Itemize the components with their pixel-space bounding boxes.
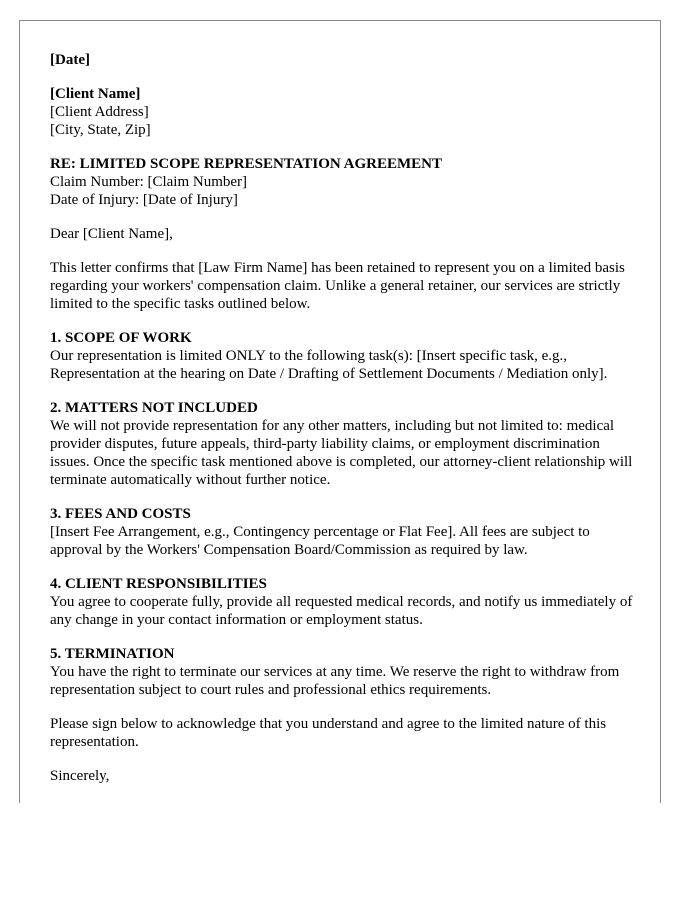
salutation: Dear [Client Name], — [50, 226, 173, 242]
salutation-block — [50, 225, 634, 243]
section-matters-not-included — [50, 399, 634, 489]
claim-number: Claim Number: [Claim Number] — [50, 174, 248, 190]
acknowledge-paragraph: Please sign below to acknowledge that you understand and agree to the limited nature of this representation. — [50, 716, 607, 750]
section-heading: 2. MATTERS NOT INCLUDED — [50, 400, 258, 416]
client-address-block — [50, 85, 634, 139]
letter-content — [50, 51, 634, 801]
client-name: [Client Name] — [50, 86, 141, 102]
section-heading: 4. CLIENT RESPONSIBILITIES — [50, 576, 267, 592]
intro-paragraph: This letter confirms that [Law Firm Name] has been retained to represent you on a limited basis regarding your workers' compensation claim. Unlike a general retainer, our services are strictly limited to the specific tasks outlined below. — [50, 260, 625, 312]
section-heading: 1. SCOPE OF WORK — [50, 330, 192, 346]
section-heading: 5. TERMINATION — [50, 646, 175, 662]
section-scope-of-work — [50, 329, 634, 383]
re-line: RE: LIMITED SCOPE REPRESENTATION AGREEMENT — [50, 156, 443, 172]
date-of-injury: Date of Injury: [Date of Injury] — [50, 192, 238, 208]
section-heading: 3. FEES AND COSTS — [50, 506, 191, 522]
reference-block — [50, 155, 634, 209]
section-body: We will not provide representation for any other matters, including but not limited to: medical provider disputes, future appeals, third-party liability claims, or employment discrimination issues. Once the specific task mentioned above is completed, our attorney-client relationship will terminate automatically without further notice. — [50, 418, 633, 488]
date-block — [50, 51, 634, 69]
section-client-responsibilities — [50, 575, 634, 629]
letter-date: [Date] — [50, 52, 90, 68]
section-body: You have the right to terminate our services at any time. We reserve the right to withdraw from representation subject to court rules and professional ethics requirements. — [50, 664, 620, 698]
section-fees-and-costs — [50, 505, 634, 559]
section-body: Our representation is limited ONLY to the following task(s): [Insert specific task, e.g., Representation at the hearing on Date / Drafting of Settlement Documents / Mediation only]. — [50, 348, 608, 382]
closing: Sincerely, — [50, 768, 110, 784]
client-address: [Client Address] — [50, 104, 149, 120]
section-body: You agree to cooperate fully, provide all requested medical records, and notify us immediately of any change in your contact information or employment status. — [50, 594, 633, 628]
client-city-state-zip: [City, State, Zip] — [50, 122, 151, 138]
letter-page — [19, 20, 661, 803]
closing-block — [50, 767, 634, 785]
section-termination — [50, 645, 634, 699]
section-body: [Insert Fee Arrangement, e.g., Contingency percentage or Flat Fee]. All fees are subject to approval by the Workers' Compensation Board/Commission as required by law. — [50, 524, 590, 558]
